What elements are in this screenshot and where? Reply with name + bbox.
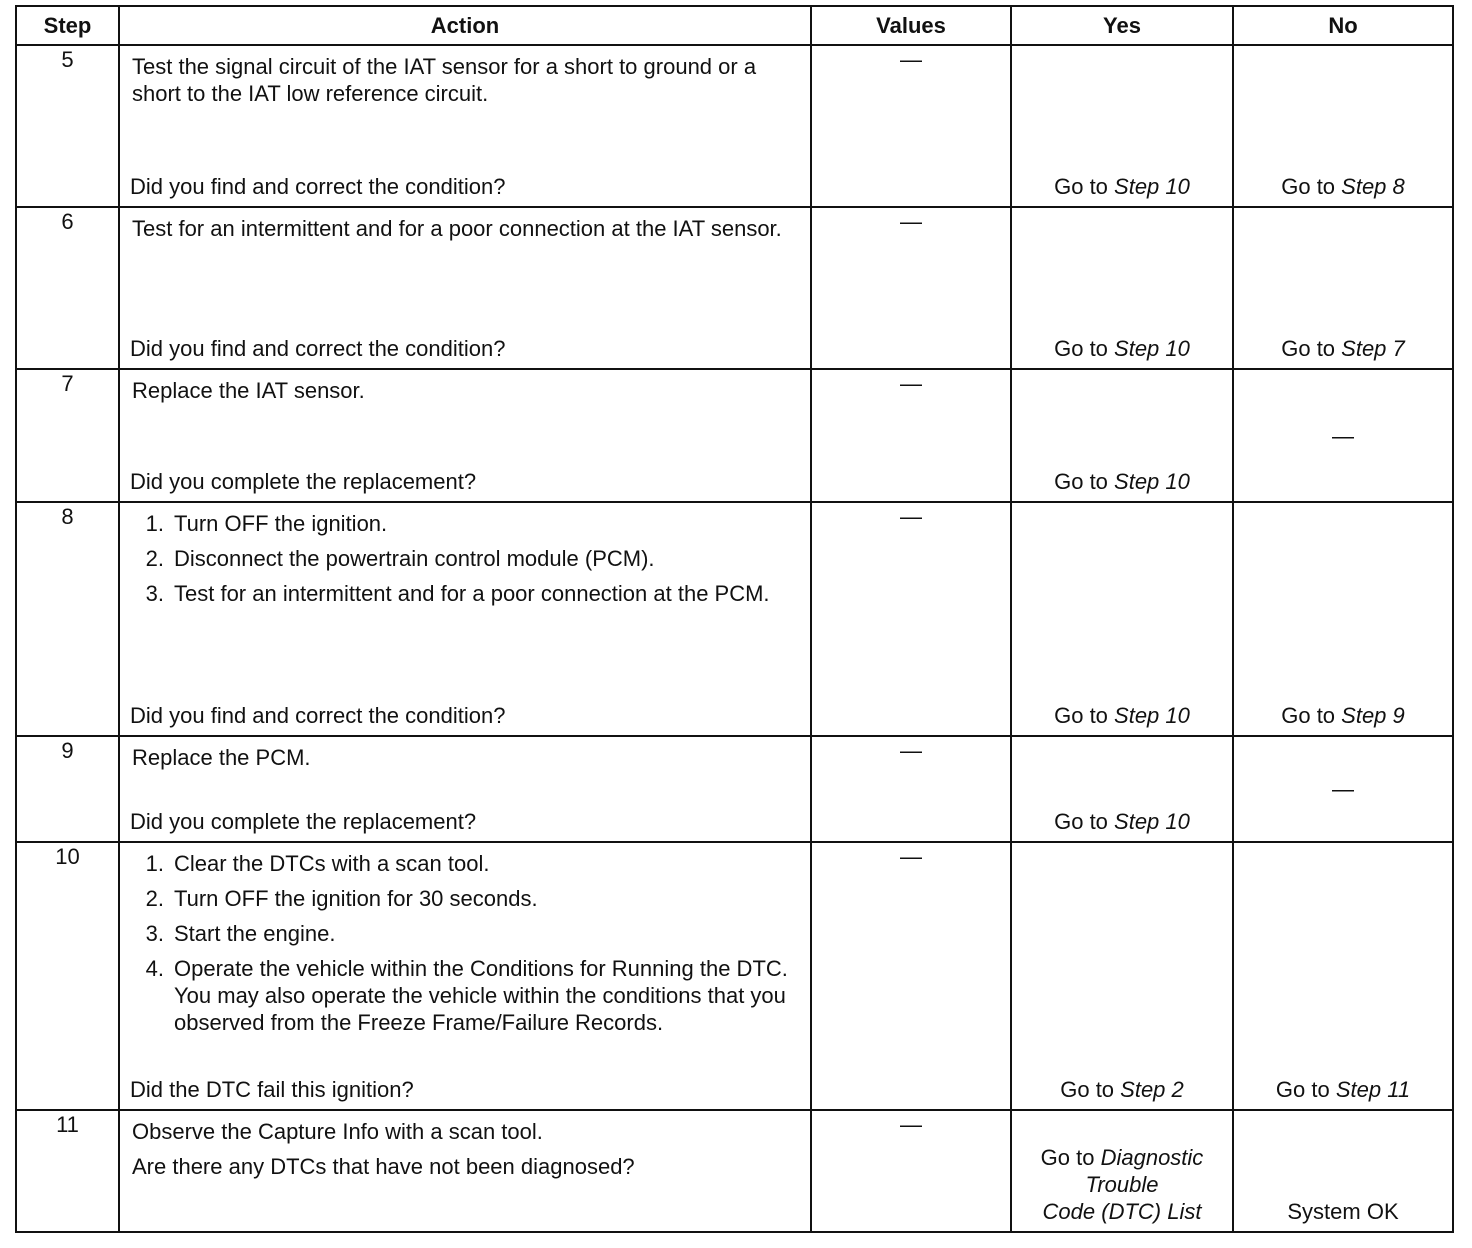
table-row: [16, 502, 1453, 736]
step-number: 5: [16, 45, 119, 207]
action-cell: [119, 736, 811, 842]
values-cell: —: [811, 1110, 1011, 1232]
values-cell: —: [811, 207, 1011, 369]
action-cell: [119, 207, 811, 369]
action-text: Replace the IAT sensor.: [132, 378, 365, 403]
step-number: 7: [16, 369, 119, 502]
values-cell: —: [811, 842, 1011, 1110]
header-no: No: [1233, 6, 1453, 45]
values-cell: —: [811, 45, 1011, 207]
action-question: Did you complete the replacement?: [130, 469, 477, 494]
action-step-list: [132, 850, 792, 1036]
action-question: Are there any DTCs that have not been diagnosed?: [132, 1154, 635, 1179]
action-cell: [119, 369, 811, 502]
list-item: 4. Operate the vehicle within the Conditions for Running the DTC. You may also operate the vehicle within the conditions that you observed from the Freeze Frame/Failure Records.: [145, 956, 788, 1035]
table-row: [16, 1110, 1453, 1232]
no-cell: [1233, 1110, 1453, 1232]
action-question: Did you find and correct the condition?: [130, 703, 506, 728]
no-cell: [1233, 842, 1453, 1110]
list-item: 3. Start the engine.: [145, 921, 336, 946]
action-steps: [132, 850, 792, 1044]
action-text: Replace the PCM.: [132, 745, 311, 770]
no-cell: [1233, 502, 1453, 736]
values-cell: —: [811, 369, 1011, 502]
yes-cell: [1011, 842, 1233, 1110]
table-row: [16, 45, 1453, 207]
action-text: Test the signal circuit of the IAT sensor for a short to ground or a short to the IAT low reference circuit.: [132, 54, 757, 106]
table-row: [16, 736, 1453, 842]
yes-goto[interactable]: Go to Step 10: [1054, 336, 1190, 361]
action-step-list: [132, 510, 792, 607]
yes-goto[interactable]: Go to Step 10: [1054, 469, 1190, 494]
yes-cell: [1011, 1110, 1233, 1232]
values-cell: —: [811, 736, 1011, 842]
action-cell: [119, 45, 811, 207]
no-cell: [1233, 45, 1453, 207]
list-item: 2. Disconnect the powertrain control module (PCM).: [145, 546, 655, 571]
values-cell: —: [811, 502, 1011, 736]
action-question: Did you find and correct the condition?: [130, 174, 506, 199]
no-cell: [1233, 736, 1453, 842]
action-steps: [132, 510, 792, 615]
yes-cell: [1011, 502, 1233, 736]
action-cell: [119, 502, 811, 736]
list-item: 2. Turn OFF the ignition for 30 seconds.: [145, 886, 538, 911]
yes-goto[interactable]: Go to Step 10: [1054, 809, 1190, 834]
no-value: System OK: [1287, 1199, 1399, 1224]
yes-cell: [1011, 207, 1233, 369]
step-number: 9: [16, 736, 119, 842]
step-number: 11: [16, 1110, 119, 1232]
yes-cell: [1011, 45, 1233, 207]
yes-goto[interactable]: Go to Step 10: [1054, 703, 1190, 728]
yes-goto[interactable]: Go to Step 10: [1054, 174, 1190, 199]
list-item: 3. Test for an intermittent and for a poor connection at the PCM.: [145, 581, 770, 606]
no-goto[interactable]: Go to Step 8: [1281, 174, 1405, 199]
diagnostic-table: [15, 5, 1454, 1233]
yes-cell: [1011, 369, 1233, 502]
no-goto[interactable]: Go to Step 9: [1281, 703, 1405, 728]
action-cell: [119, 1110, 811, 1232]
yes-cell: [1011, 736, 1233, 842]
header-step: Step: [16, 6, 119, 45]
no-cell: [1233, 369, 1453, 502]
action-cell: [119, 842, 811, 1110]
list-item: 1. Turn OFF the ignition.: [145, 511, 388, 536]
step-number: 8: [16, 502, 119, 736]
no-value: —: [1332, 423, 1354, 448]
header-action: Action: [119, 6, 811, 45]
action-question: Did you find and correct the condition?: [130, 336, 506, 361]
action-question: Did you complete the replacement?: [130, 809, 477, 834]
yes-goto[interactable]: Go to Diagnostic Trouble Code (DTC) List: [1040, 1145, 1204, 1224]
action-text: Test for an intermittent and for a poor connection at the IAT sensor.: [132, 216, 782, 241]
header-yes: Yes: [1011, 6, 1233, 45]
header-values: Values: [811, 6, 1011, 45]
table-row: [16, 207, 1453, 369]
step-number: 6: [16, 207, 119, 369]
no-cell: [1233, 207, 1453, 369]
no-goto[interactable]: Go to Step 7: [1281, 336, 1405, 361]
yes-goto[interactable]: Go to Step 2: [1060, 1077, 1184, 1102]
no-value: —: [1332, 776, 1354, 802]
header-row: [16, 6, 1453, 45]
action-text: Observe the Capture Info with a scan tool.: [132, 1119, 543, 1144]
table-row: [16, 369, 1453, 502]
step-number: 10: [16, 842, 119, 1110]
action-question: Did the DTC fail this ignition?: [130, 1077, 414, 1102]
list-item: 1. Clear the DTCs with a scan tool.: [145, 851, 490, 876]
table-row: [16, 842, 1453, 1110]
no-goto[interactable]: Go to Step 11: [1275, 1077, 1411, 1102]
